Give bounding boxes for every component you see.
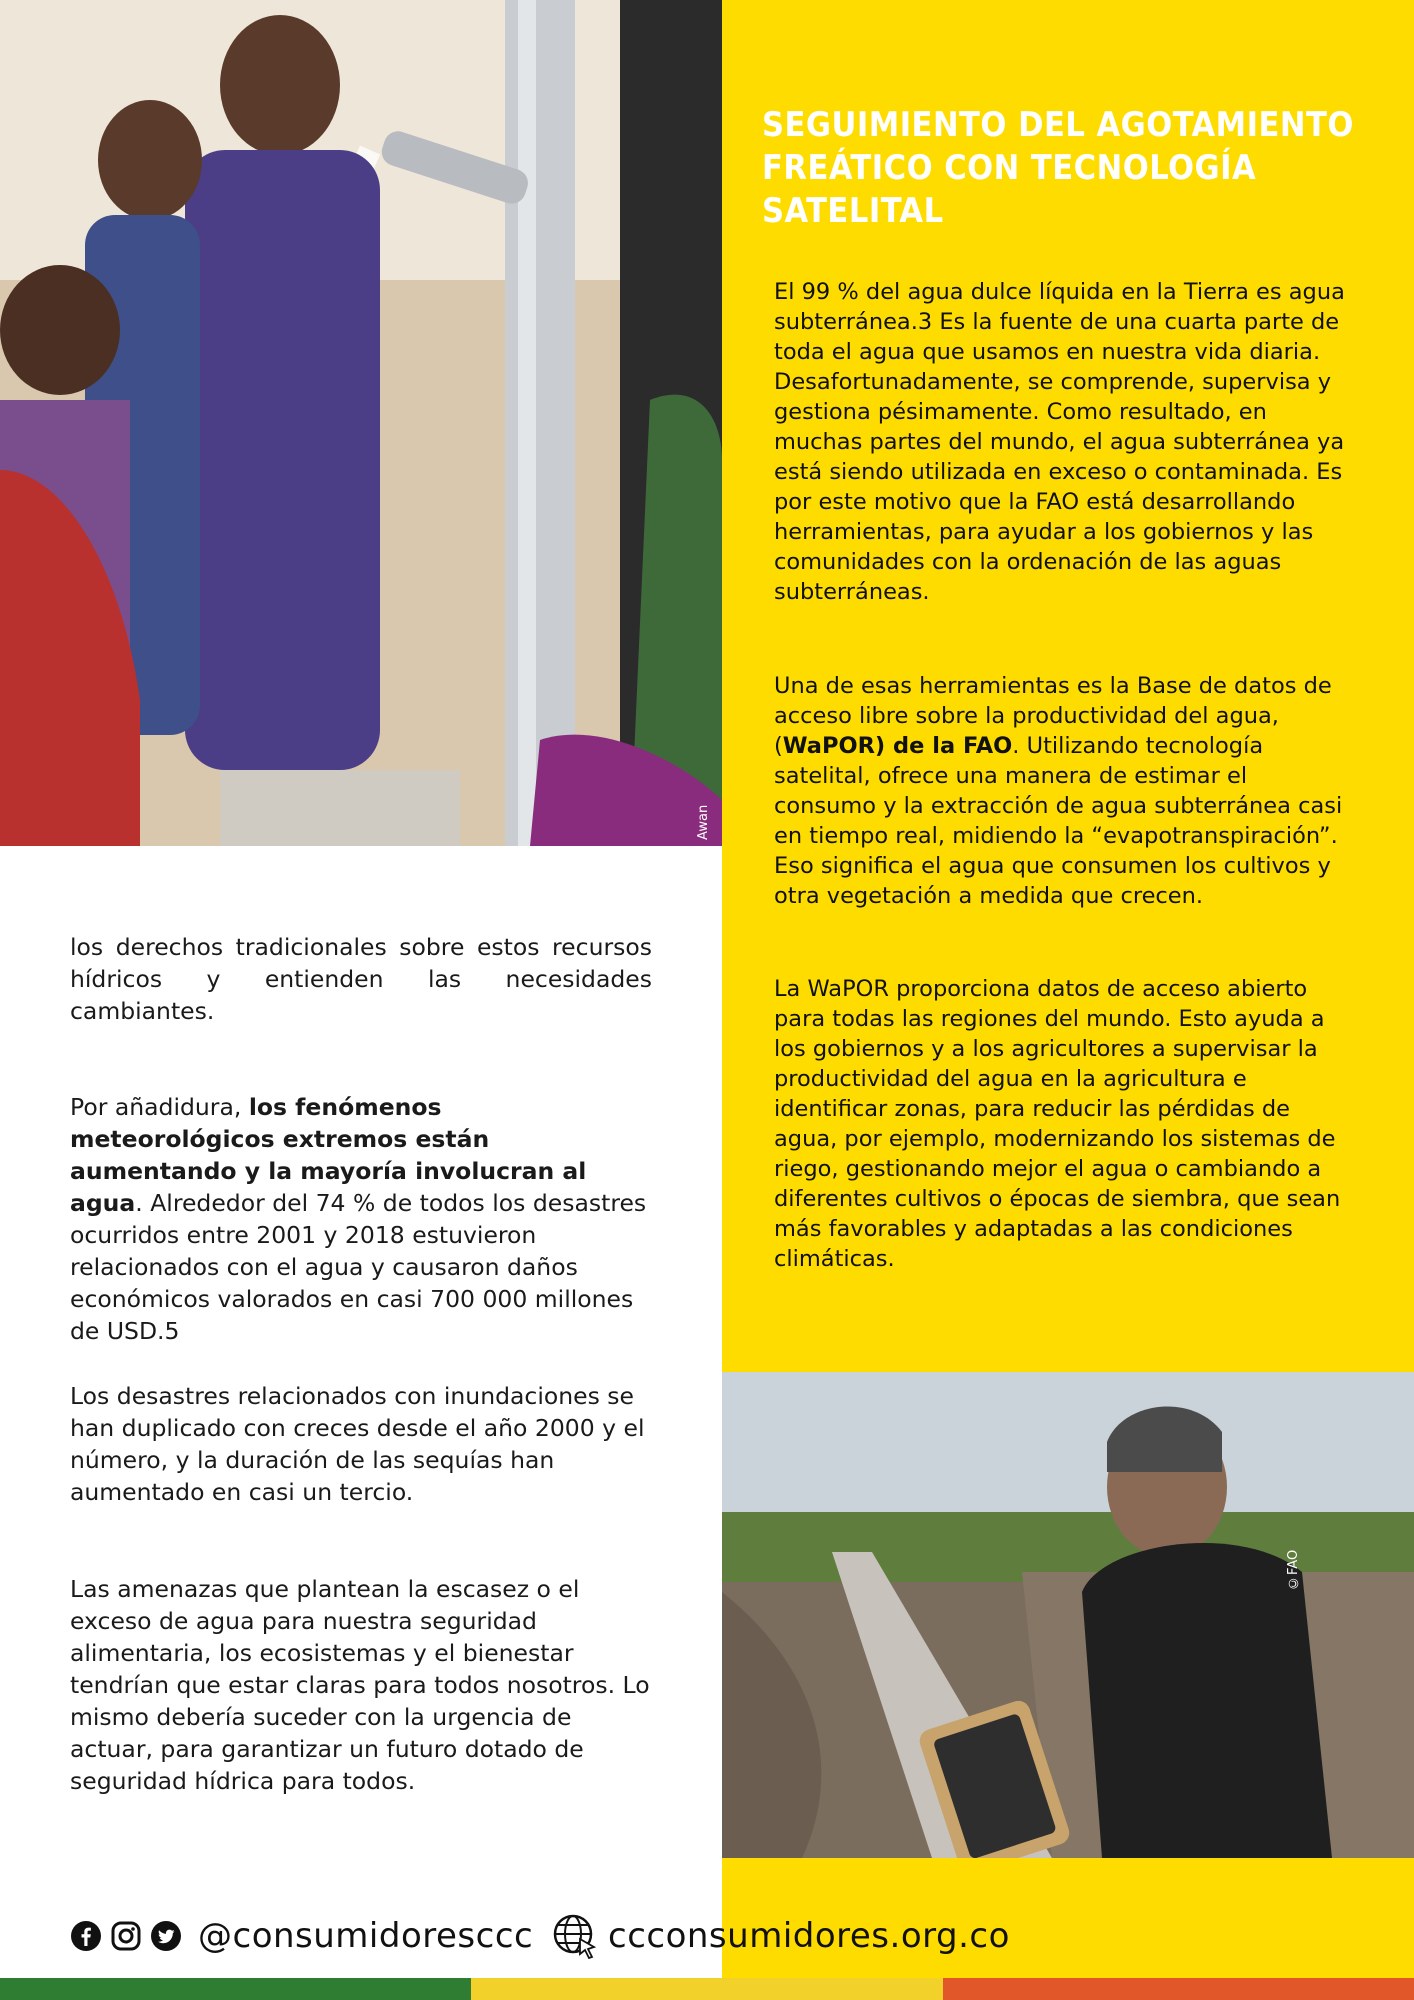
footer-social (70, 1908, 533, 1964)
photo-man-with-tablet (722, 1372, 1414, 1858)
wapor-bold: WaPOR) de la FAO (782, 733, 1013, 759)
facebook-icon[interactable] (70, 1920, 102, 1952)
photo-children-hand-pump (0, 0, 722, 846)
highlight-bold: los fenómenos meteorológicos extremos están aumentando y la mayoría involucran al agua (70, 1093, 587, 1217)
main-paragraph-2: Por añadidura, los fenómenos meteorológicos extremos están aumentando y la mayoría involucran al agua. Alrededor del 74 % de todos los desastres ocurridos entre 2001 y 2018 estuvieron relacionados con el agua y causaron daños económicos valorados en casi 700 000 millones de USD.5 (70, 1093, 647, 1345)
heading-line: SEGUIMIENTO DEL AGOTAMIENTO (762, 105, 1354, 145)
sidebar-paragraph-2: Una de esas herramientas es la Base de datos de acceso libre sobre la productividad del agua, (WaPOR) de la FAO. Utilizando tecnología satelital, ofrece una manera de estimar el consumo y la extracción de agua subterránea casi en tiempo real, midiendo la “evapotranspiración”. Eso significa el agua que consumen los cultivos y otra vegetación a medida que crecen. (774, 673, 1343, 909)
footer-bar-orange (943, 1978, 1414, 2000)
main-paragraph-1: los derechos tradicionales sobre estos recursos hídricos y entienden las necesidades cambiantes. (70, 933, 652, 1025)
main-paragraph-3: Los desastres relacionados con inundaciones se han duplicado con creces desde el año 2000 y el número, y la duración de las sequías han aumentado en casi un tercio. (70, 1382, 645, 1506)
sidebar-heading (762, 104, 1362, 233)
photo-illustration (722, 1372, 1414, 1858)
heading-line: FREÁTICO CON TECNOLOGÍA (762, 148, 1257, 188)
photo-illustration (0, 0, 722, 846)
website-link[interactable]: ccconsumidores.org.co (608, 1916, 1010, 1956)
instagram-icon[interactable] (110, 1920, 142, 1952)
social-handle[interactable]: @consumidoresccc (198, 1916, 534, 1956)
twitter-icon[interactable] (150, 1920, 182, 1952)
photo-credit: Awan (696, 804, 711, 840)
footer-bar-green (0, 1978, 471, 2000)
globe-icon (552, 1913, 598, 1959)
footer-website (552, 1908, 1010, 1964)
main-paragraph-4: Las amenazas que plantean la escasez o el exceso de agua para nuestra seguridad alimentaria, los ecosistemas y el bienestar tendrían que estar claras para todos nosotros. Lo mismo debería suceder con la urgencia de actuar, para garantizar un futuro dotado de seguridad hídrica para todos. (70, 1575, 650, 1795)
footer-bar-yellow (471, 1978, 943, 2000)
heading-line: SATELITAL (762, 191, 944, 231)
sidebar-paragraph-1: El 99 % del agua dulce líquida en la Tierra es agua subterránea.3 Es la fuente de una cuarta parte de toda el agua que usamos en nuestra vida diaria. Desafortunadamente, se comprende, supervisa y gestiona pésimamente. Como resultado, en muchas partes del mundo, el agua subterránea ya está siendo utilizada en exceso o contaminada. Es por este motivo que la FAO está desarrollando herramientas, para ayudar a los gobiernos y las comunidades con la ordenación de las aguas subterráneas. (774, 279, 1345, 605)
photo-credit: ©FAO (1286, 1549, 1301, 1590)
sidebar-paragraph-3: La WaPOR proporciona datos de acceso abierto para todas las regiones del mundo. Esto ayuda a los gobiernos y a los agricultores a supervisar la productividad del agua en la agricultura e identificar zonas, para reducir las pérdidas de agua, por ejemplo, modernizando los sistemas de riego, gestionando mejor el agua o cambiando a diferentes cultivos o épocas de siembra, que sean más favorables y adaptadas a las condiciones climáticas. (774, 976, 1341, 1272)
